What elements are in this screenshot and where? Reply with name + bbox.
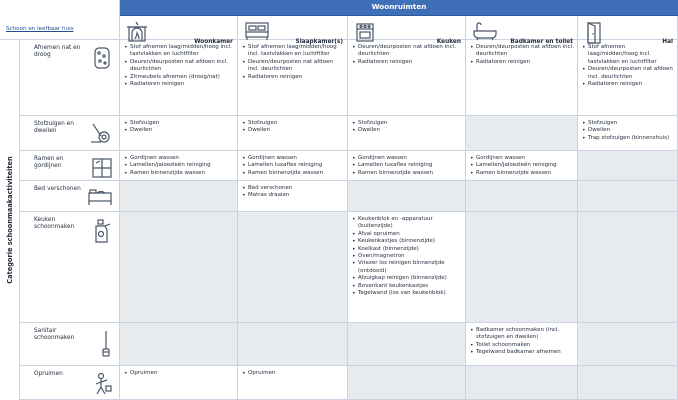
task-list [469, 44, 575, 66]
empty-cell [348, 323, 466, 366]
task-cell [120, 151, 238, 181]
task-list [351, 155, 463, 177]
task-cell [348, 151, 466, 181]
task-item: • Stof afnemen laag/midden/hoog incl. tastvlakken en luchtfilter [241, 44, 345, 59]
task-item: • Bovenkant keukenkastjes [351, 283, 463, 290]
task-cell [348, 212, 466, 323]
task-item: • Opruimen [123, 370, 235, 377]
task-cell [238, 181, 348, 212]
empty-cell [348, 181, 466, 212]
task-list [581, 120, 675, 142]
task-list [351, 44, 463, 66]
task-list [241, 370, 345, 377]
category-cell-7 [20, 366, 120, 400]
room-name: Slaapkamer(s) [295, 39, 343, 45]
task-item: • Lamellen/jaloezieën reiniging [469, 162, 575, 169]
room-name: Woonkamer [194, 39, 233, 45]
task-cell [466, 323, 578, 366]
task-item: • Stofzuigen [241, 120, 345, 127]
corner-cell [0, 0, 120, 40]
room-header-2 [238, 16, 348, 45]
empty-cell [578, 212, 678, 323]
task-item: • Deuren/deurposten nat afdoen incl. deurlichten [241, 59, 345, 74]
task-item: • Opruimen [241, 370, 345, 377]
task-item: • Gordijnen wassen [469, 155, 575, 162]
task-cell [238, 116, 348, 151]
empty-cell [238, 212, 348, 323]
task-cell [120, 116, 238, 151]
band-title: Woonruimten [371, 2, 427, 11]
task-item: • Stofzuigen [581, 120, 675, 127]
task-item: • Lamellen luxaflex reiniging [351, 162, 463, 169]
room-header-1 [120, 16, 238, 45]
category-label: Sanitair schoonmaken [34, 328, 75, 342]
room-name: Keuken [436, 39, 461, 45]
task-item: • Radiatoren reinigen [241, 74, 345, 81]
task-item: • Badkamer schoonmaken (incl. stofzuigen en dweilen) [469, 327, 575, 342]
toilet-brush-icon [99, 329, 113, 363]
task-item: • Keukenkastjes (binnenzijde) [351, 238, 463, 245]
tidying-person-icon [91, 372, 113, 400]
task-list [469, 155, 575, 177]
task-list [241, 185, 345, 200]
empty-cell [348, 366, 466, 400]
empty-cell [466, 181, 578, 212]
category-cell-3 [20, 151, 120, 181]
task-cell [238, 40, 348, 116]
task-list [123, 44, 235, 88]
task-item: • Radiatoren reinigen [581, 81, 675, 88]
corner-link[interactable]: Schoon en leefbaar huis [6, 26, 74, 32]
task-item: • Trap stofzuigen (binnenshuis) [581, 135, 675, 142]
detergent-bottle-icon [91, 218, 113, 248]
window-icon [91, 157, 113, 183]
task-item: • Radiatoren reinigen [351, 59, 463, 66]
task-item: • Toilet schoonmaken [469, 342, 575, 349]
task-item: • Bed verschonen [241, 185, 345, 192]
rooms-header-band [120, 0, 678, 16]
task-cell [466, 151, 578, 181]
task-list [123, 120, 235, 135]
task-list [469, 327, 575, 357]
task-item: • Stofzuigen [351, 120, 463, 127]
category-cell-2 [20, 116, 120, 151]
category-label: Stofzuigen en dweilen [34, 121, 74, 135]
empty-cell [120, 181, 238, 212]
task-item: • Afval opruimen [351, 231, 463, 238]
task-cell [466, 40, 578, 116]
task-list [123, 155, 235, 177]
task-list [241, 155, 345, 177]
empty-cell [466, 212, 578, 323]
task-item: • Matras draaien [241, 192, 345, 199]
task-cell [348, 116, 466, 151]
task-item: • Stof afnemen laag/midden/hoog incl. tastvlakken en luchtfilter [123, 44, 235, 59]
task-item: • Oven/magnetron [351, 253, 463, 260]
vacuum-cleaner-icon [89, 122, 113, 148]
task-item: • Ramen binnenzijde wassen [351, 170, 463, 177]
vertical-label-column [0, 40, 20, 400]
task-list [123, 370, 235, 377]
task-item: • Dweilen [123, 127, 235, 134]
task-list [241, 44, 345, 81]
category-label: Keuken schoonmaken [34, 217, 75, 231]
category-cell-1 [20, 40, 120, 116]
task-item: • Afzuigkap reinigen (binnenzijde) [351, 275, 463, 282]
task-item: • Dweilen [351, 127, 463, 134]
category-cell-6 [20, 323, 120, 366]
room-header-3 [348, 16, 466, 45]
task-item: • Dweilen [581, 127, 675, 134]
task-list [241, 120, 345, 135]
task-cell [348, 40, 466, 116]
vertical-label: Categorie schoonmaakactiviteiten [6, 156, 14, 284]
task-item: • Ramen binnenzijde wassen [469, 170, 575, 177]
task-cell [578, 116, 678, 151]
task-item: • Stofzuigen [123, 120, 235, 127]
task-item: • Deuren/deurposten nat afdoen incl. deurlichten [581, 66, 675, 81]
task-item: • Gordijnen wassen [351, 155, 463, 162]
task-list [351, 216, 463, 297]
task-item: • Vriezer los reinigen binnenzijde (ontdooid) [351, 260, 463, 275]
category-label: Ramen en gordijnen [34, 156, 64, 170]
category-cell-4 [20, 181, 120, 212]
task-cell [238, 366, 348, 400]
empty-cell [466, 116, 578, 151]
bed-linen-icon [87, 187, 113, 211]
task-list [351, 120, 463, 135]
room-name: Badkamer en toilet [510, 39, 573, 45]
task-item: • Ramen binnenzijde wassen [123, 170, 235, 177]
task-item: • Deuren/deurposten nat afdoen incl. deurlichten [123, 59, 235, 74]
empty-cell [238, 323, 348, 366]
task-item: • Keukenblok en -apparatuur (buitenzijde) [351, 216, 463, 231]
category-label: Afnemen nat en droog [34, 45, 81, 59]
task-item: • Lamellen/jaloezieën reiniging [123, 162, 235, 169]
category-cell-5 [20, 212, 120, 323]
room-header-4 [466, 16, 578, 45]
task-cell [120, 40, 238, 116]
category-label: Bed verschonen [34, 186, 81, 192]
task-item: • Koelkast (binnenzijde) [351, 246, 463, 253]
task-item: • Ramen binnenzijde wassen [241, 170, 345, 177]
task-item: • Deuren/deurposten nat afdoen incl. deurlichten [351, 44, 463, 59]
task-item: • Dweilen [241, 127, 345, 134]
empty-cell [578, 151, 678, 181]
task-item: • Stof afnemen laag/midden/hoog incl. tastvlakken en luchtfilter [581, 44, 675, 66]
task-item: • Radiatoren reinigen [469, 59, 575, 66]
empty-cell [578, 181, 678, 212]
empty-cell [578, 366, 678, 400]
task-item: • Tegelwand (los van keukenblok) [351, 290, 463, 297]
task-item: • Deuren/deurposten nat afdoen incl. deurlichten [469, 44, 575, 59]
task-cell [578, 40, 678, 116]
task-item: • Lamellen luxaflex reiniging [241, 162, 345, 169]
task-item: • Zitmeubels afnemen (droog/nat) [123, 74, 235, 81]
task-item: • Gordijnen wassen [123, 155, 235, 162]
empty-cell [120, 212, 238, 323]
task-item: • Radiatoren reinigen [123, 81, 235, 88]
sponge-icon [91, 46, 113, 74]
task-cell [120, 366, 238, 400]
task-cell [238, 151, 348, 181]
task-item: • Tegelwand badkamer afnemen [469, 349, 575, 356]
empty-cell [578, 323, 678, 366]
empty-cell [466, 366, 578, 400]
task-item: • Gordijnen wassen [241, 155, 345, 162]
room-name: Hal [662, 39, 673, 45]
category-label: Opruimen [34, 371, 63, 377]
empty-cell [120, 323, 238, 366]
room-header-5 [578, 16, 678, 45]
task-list [581, 44, 675, 88]
